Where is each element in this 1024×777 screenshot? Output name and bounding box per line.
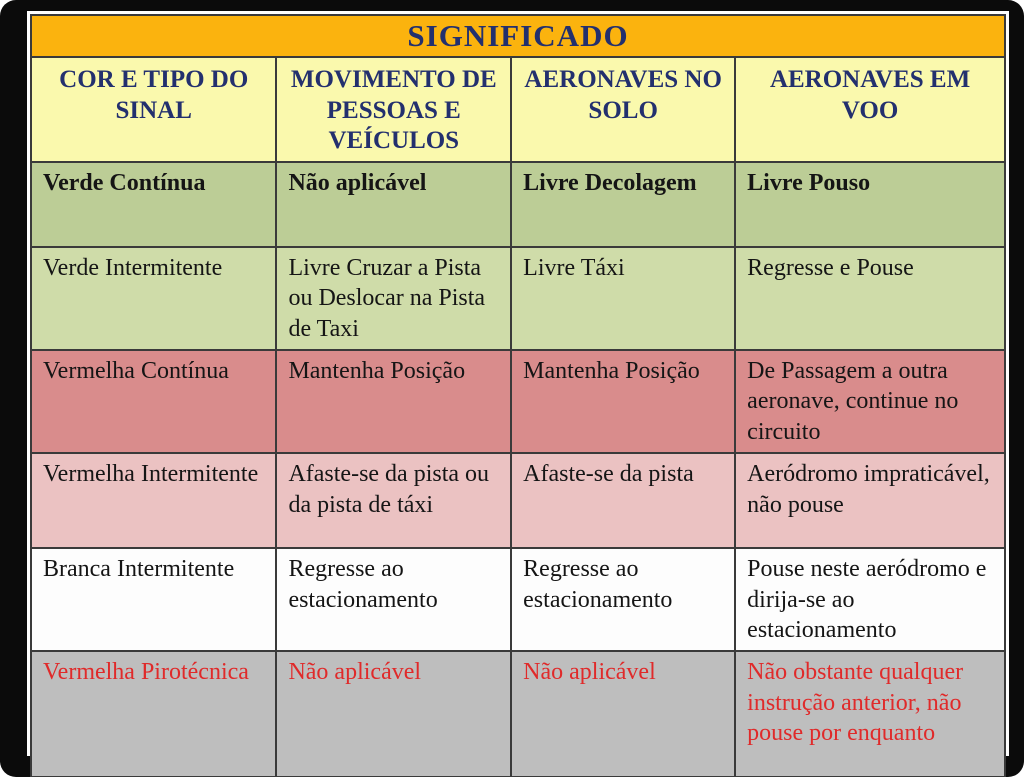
table-cell: Branca Intermitente	[31, 548, 276, 651]
title-row	[31, 15, 1005, 57]
light-signals-table	[30, 14, 1006, 777]
table-cell: Livre Cruzar a Pista ou Deslocar na Pista de Taxi	[276, 247, 511, 350]
table-cell: Verde Intermitente	[31, 247, 276, 350]
table-cell: Livre Decolagem	[511, 162, 735, 247]
table-cell: Pouse neste aeródromo e dirija-se ao estacionamento	[735, 548, 1005, 651]
table-row	[31, 247, 1005, 350]
col-header-cor-e-tipo-do-sinal: COR E TIPO DO SINAL	[31, 57, 276, 162]
table-body	[31, 162, 1005, 777]
table-cell: Aeródromo impraticável, não pouse	[735, 453, 1005, 548]
col-header-aeronaves-em-voo: AERONAVES EM VOO	[735, 57, 1005, 162]
table-cell: Regresse ao estacionamento	[511, 548, 735, 651]
table-cell: Regresse e Pouse	[735, 247, 1005, 350]
table-cell: Vermelha Intermitente	[31, 453, 276, 548]
table-row	[31, 548, 1005, 651]
table-cell: Não obstante qualquer instrução anterior, não pouse por enquanto	[735, 651, 1005, 777]
table-cell: De Passagem a outra aeronave, continue no circuito	[735, 350, 1005, 453]
table-row	[31, 453, 1005, 548]
table-row	[31, 651, 1005, 777]
col-header-movimento-pessoas-veiculos: MOVIMENTO DE PESSOAS E VEÍCULOS	[276, 57, 511, 162]
table-cell: Não aplicável	[511, 651, 735, 777]
table-cell: Mantenha Posição	[276, 350, 511, 453]
table-cell: Regresse ao estacionamento	[276, 548, 511, 651]
table-cell: Afaste-se da pista	[511, 453, 735, 548]
table-cell: Mantenha Posição	[511, 350, 735, 453]
table-row	[31, 350, 1005, 453]
table-cell: Não aplicável	[276, 162, 511, 247]
table-cell: Afaste-se da pista ou da pista de táxi	[276, 453, 511, 548]
table-cell: Livre Pouso	[735, 162, 1005, 247]
table-title: SIGNIFICADO	[31, 15, 1005, 57]
col-header-aeronaves-no-solo: AERONAVES NO SOLO	[511, 57, 735, 162]
table-cell: Verde Contínua	[31, 162, 276, 247]
table-row	[31, 162, 1005, 247]
table-cell: Vermelha Pirotécnica	[31, 651, 276, 777]
table-cell: Não aplicável	[276, 651, 511, 777]
table-cell: Livre Táxi	[511, 247, 735, 350]
header-row	[31, 57, 1005, 162]
table-cell: Vermelha Contínua	[31, 350, 276, 453]
table-panel	[27, 11, 1009, 756]
